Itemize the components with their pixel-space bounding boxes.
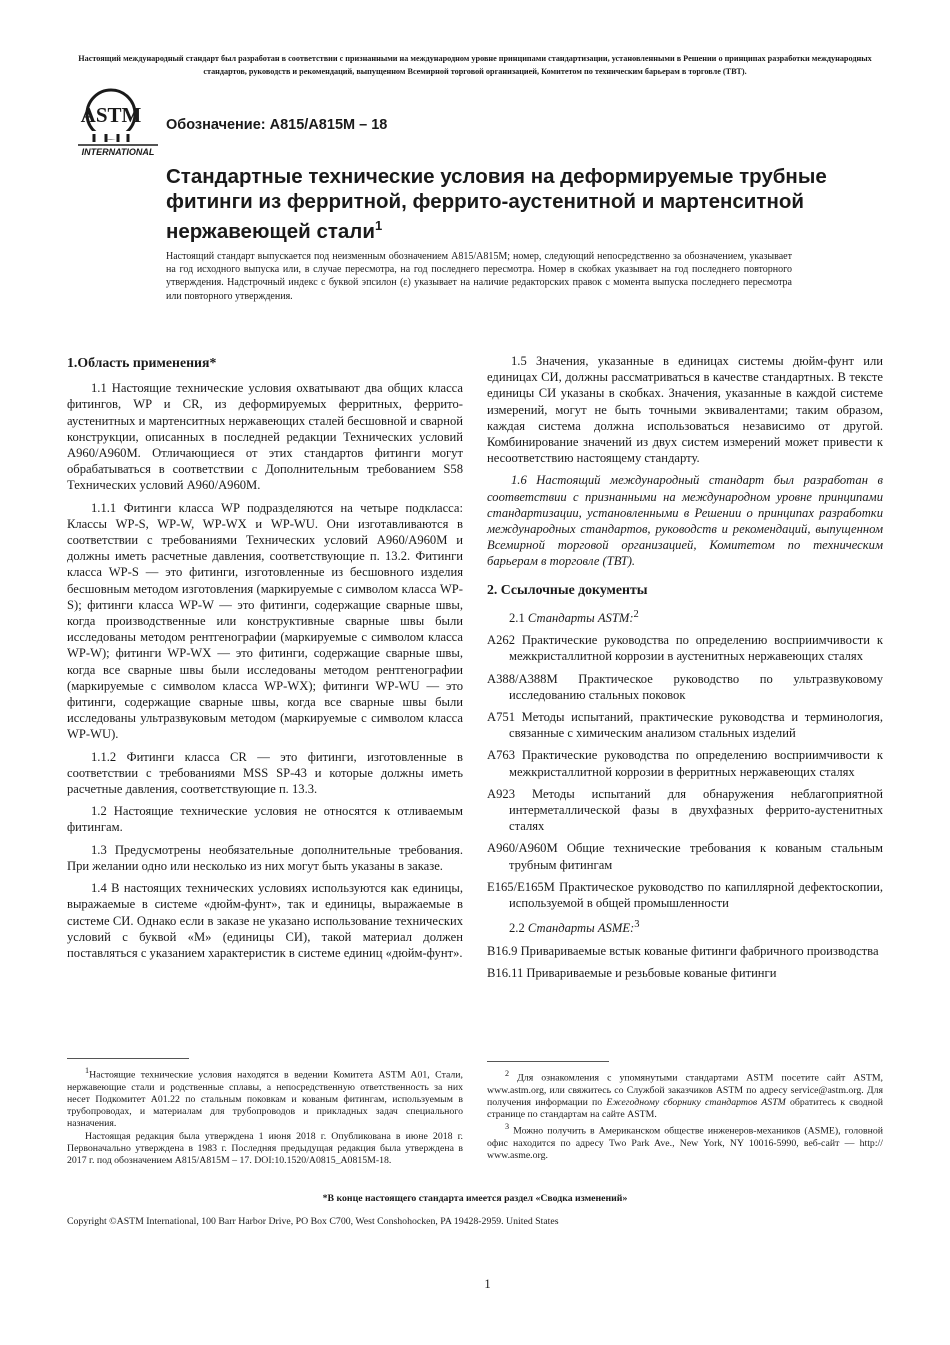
- right-column: [487, 353, 883, 987]
- footnote-1-marker: 1: [85, 1066, 90, 1075]
- reference-b16-9: B16.9 Привариваемые встык кованые фитинги фабричного производства: [487, 943, 879, 958]
- paragraph-1-4: 1.4 В настоящих технических условиях используются как единицы, выражаемые в системе «дюйм-фунт», так и единицы, выражаемые в системе СИ. Однако если в заказе не указано использование технических условий с буквой «М» (единицы СИ), такой материал должен поставляться с указанием характеристик в системе единиц «дюйм-фунт».: [67, 881, 463, 960]
- footnote-3-marker: 3: [505, 1122, 510, 1132]
- footnotes-left: [67, 1065, 463, 1168]
- footnote-2-text-a: Для ознакомления с упомянутыми стандартами ASTM посетите сайт ASTM, www.astm.org, или свяжитесь со Службой заказчиков ASTM по адресу service@astm.org. Для получения информации по: [487, 1072, 883, 1108]
- footnote-divider-left: [67, 1058, 189, 1059]
- summary-of-changes-note: *В конце настоящего стандарта имеется раздел «Сводка изменений»: [322, 1193, 628, 1204]
- footnote-3-text: Можно получить в Американском обществе инженеров-механиков (ASME), головной офис находится по адресу Two Park Ave., New York, NY 10016-5990, веб-сайт — http:// www.asme.org.: [487, 1125, 884, 1162]
- reference-a751: A751 Методы испытаний, практические руководства и терминология, связанные с химическим анализом стальных изделий: [487, 710, 883, 741]
- footnote-2: [487, 1068, 883, 1121]
- title-footnote-marker: 1: [374, 218, 383, 233]
- logo-text-astm: ASTM: [80, 103, 142, 127]
- footnote-2-text-b: обратитесь к сводной странице по стандартам на сайте ASTM.: [487, 1096, 884, 1121]
- document-title: [166, 165, 846, 244]
- designation: Обозначение: A815/A815M – 18: [166, 117, 388, 133]
- astm-footnote-marker: 2: [633, 608, 639, 620]
- astm-logo-icon: [78, 84, 160, 160]
- section1-heading: 1.Область применения*: [67, 355, 217, 370]
- designation-intro: Настоящий стандарт выпускается под неизменным обозначением A815/A815M; номер, следующий непосредственно за обозначением, указывает на год исходного выпуска или, в случае пересмотра, на год последнего пересмотра. Номер в скобках указывает на год последнего повторного утверждения. Надстрочный индекс с буквой эпсилон (ε) указывает на наличие редакторских правок с момента выпуска последнего пересмотра или повторного утверждения.: [166, 251, 792, 302]
- document-title-text: Стандартные технические условия на деформируемые трубные фитинги из ферритной, феррито-аустенитной и мартенситной нержавеющей стали: [166, 165, 827, 243]
- page-number: 1: [484, 1277, 491, 1291]
- paragraph-1-1: 1.1 Настоящие технические условия охватывают два общих класса фитингов, WP и CR, из деформируемых ферритных, феррито-аустенитных и мартенситных нержавеющих сталей бесшовной и сварной конструкции, описанных в последней редакции Технических условий A960/A960M. Отличающиеся от этих стандартов фитинги могут обрабатываться в соответствии с Дополнительным требованием S58 Технических условий A960/A960M.: [67, 381, 463, 493]
- paragraph-1-6-text: 1.6 Настоящий международный стандарт был разработан в соответствии с признанными на международном уровне принципами стандартизации, установленными в Решении о принципах разработки международных стандартов, руководств и рекомендаций, выпущенном Всемирной торговой организацией, Комитетом по техническим барьерам в торговле (ТВТ).: [487, 473, 883, 569]
- reference-a262: A262 Практические руководства по определению восприимчивости к межкристаллитной коррозии в аустенитных нержавеющих сталях: [487, 633, 883, 664]
- reference-a763: A763 Практические руководства по определению восприимчивости к межкристаллитной коррозии в ферритных нержавеющих сталях: [487, 748, 883, 779]
- footnotes-right: [487, 1068, 883, 1163]
- astm-standards-number: 2.1: [509, 611, 528, 626]
- copyright-line: Copyright ©ASTM International, 100 Barr Harbor Drive, PO Box C700, West Conshohocken, PA 19428-2959. United States: [67, 1216, 559, 1227]
- international-standard-notice: Настоящий международный стандарт был разработан в соответствии с признанными на международном уровне принципами стандартизации, установленными в Решении о принципах разработки международных стандартов, руководств и рекомендаций, выпущенном Всемирной торговой организацией, Комитетом по техническим барьерам в торговле (ТВТ).: [78, 54, 872, 76]
- left-column: [67, 353, 463, 967]
- footnote-3: [487, 1121, 883, 1162]
- reference-e165: E165/E165M Практическое руководство по капиллярной дефектоскопии, используемой в общей промышленности: [487, 879, 883, 911]
- asme-footnote-marker: 3: [634, 919, 640, 931]
- paragraph-1-1-1: 1.1.1 Фитинги класса WP подразделяются на четыре подкласса: Классы WP-S, WP-W, WP-WX и WP-WU. Они изготавливаются в соответствии с требованиями Технических условий A960/A960M и должны иметь расчетные давления, соответствующие п. 13.2. Фитинги класса WP-S — это фитинги, изготовленные из бесшовного изделия бесшовным методом изготовления (маркируемые с символом класса WP-S); фитинги класса WP-W — это фитинги, содержащие сварные швы, когда производственные или конструктивные сварные швы были исследованы методом рентгенографии (маркируемые с символом класса WP-W); фитинги WP-WX — это фитинги, содержащие сварные швы, когда все сварные швы были исследованы методом рентгенографии (маркируемые с символом класса WP-WX); фитинги WP-WU — это фитинги, содержащие сварные швы, когда все сварные швы были исследованы ультразвуковым методом (маркируемые с символом класса WP-WU).: [67, 500, 463, 742]
- footnote-divider-right: [487, 1061, 609, 1062]
- section2-heading: 2. Ссылочные документы: [487, 581, 648, 597]
- astm-standards-label: Стандарты ASTM:: [527, 611, 634, 626]
- paragraph-1-2: 1.2 Настоящие технические условия не относятся к отливаемым фитингам.: [67, 804, 463, 835]
- paragraph-1-1-2: 1.1.2 Фитинги класса CR — это фитинги, изготовленные в соответствии с требованиями MSS SP-43 и которые должны иметь расчетные давления, соответствующие п. 13.3.: [67, 749, 463, 797]
- footnote-1-approval: Настоящая редакция была утверждена 1 июня 2018 г. Опубликована в июне 2018 г. Первоначально утверждена в 1983 г. Последняя предыдущая редакция была утверждена в 2017 г. под обозначением A815/A815M – 17. DOI:10.1520/A0815_A0815M-18.: [67, 1130, 463, 1167]
- footnote-2-marker: 2: [505, 1069, 510, 1078]
- reference-a388: A388/A388M Практическое руководство по ультразвуковому исследованию стальных поковок: [487, 671, 883, 702]
- reference-b16-11: B16.11 Привариваемые и резьбовые кованые фитинги: [487, 965, 777, 980]
- footnote-2-annual-book: Ежегодному сборнику стандартов ASTM: [606, 1096, 786, 1108]
- logo-text-international: INTERNATIONAL: [81, 147, 155, 157]
- asme-standards-label: Стандарты ASME:: [527, 921, 635, 936]
- paragraph-1-3: 1.3 Предусмотрены необязательные дополнительные требования. При желании одно или несколько из них могут быть указаны в заказе.: [67, 842, 463, 873]
- reference-a923: A923 Методы испытаний для обнаружения неблагоприятной интерметаллической фазы в двухфазных феррито-аустенитных сталях: [487, 786, 883, 834]
- paragraph-1-6: [487, 472, 883, 569]
- reference-a960: A960/A960M Общие технические требования к кованым стальным трубным фитингам: [487, 841, 883, 872]
- footnote-1-text: Настоящие технические условия находятся в ведении Комитета ASTM A01, Стали, нержавеющие стали и родственные сплавы, а непосредственную ответственность за них несет Подкомитет A01.22 по стальным поковкам и кованым фитингам, используемым в трубопроводах, и материалам для трубопроводов и прикладных задач специального назначения.: [67, 1069, 463, 1130]
- asme-standards-number: 2.2: [509, 921, 528, 936]
- footnote-1: [67, 1065, 463, 1131]
- asme-standards-heading: [487, 917, 883, 936]
- astm-standards-heading: [487, 607, 883, 626]
- paragraph-1-5: 1.5 Значения, указанные в единицах системы дюйм-фунт или единицах СИ, должны рассматриваться в качестве стандартных. В тексте единицы СИ указаны в скобках. Значения, указанные в каждой системе измерений, могут не быть точными эквивалентами; таким образом, каждая система должна использоваться независимо от другой. Комбинирование значений из двух систем измерений может привести к несоответствию настоящему стандарту.: [487, 354, 883, 466]
